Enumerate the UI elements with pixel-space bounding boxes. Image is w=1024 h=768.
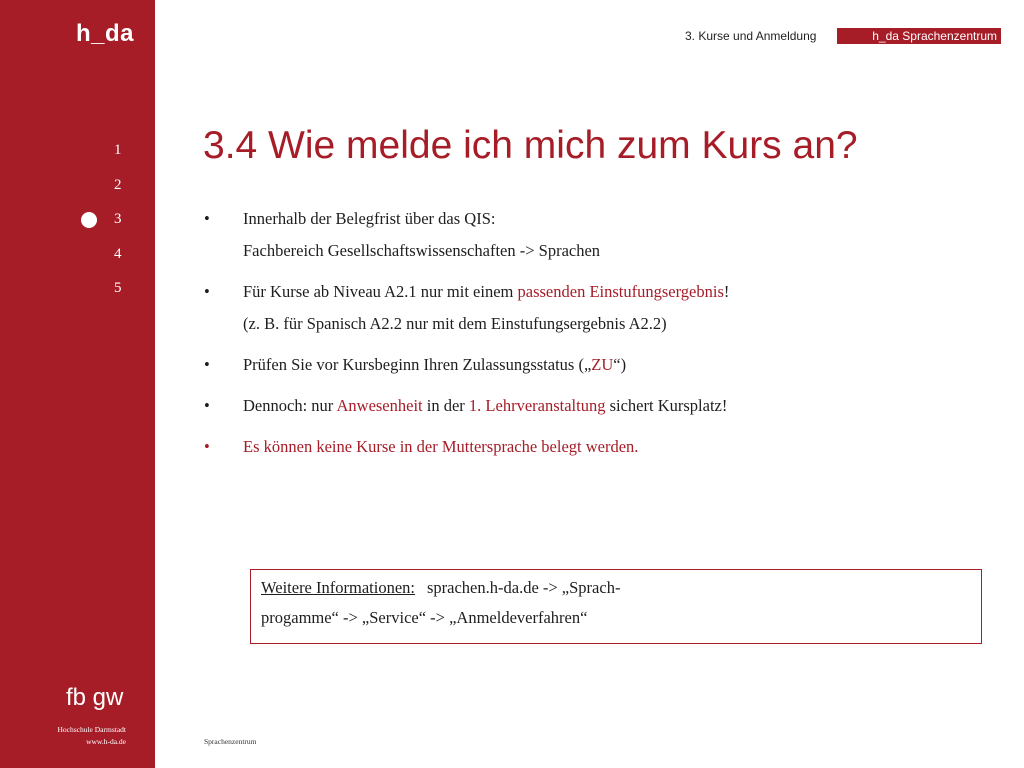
chapter-item-1[interactable] [60, 138, 140, 173]
university-block [57, 724, 126, 748]
bullet-text-part: Dennoch: nur [243, 396, 337, 415]
chapter-number: 5 [114, 280, 122, 296]
hda-logo: h_da [76, 20, 135, 47]
info-box [250, 569, 982, 644]
faculty-label: fb gw [66, 684, 124, 711]
department-tag: h_da Sprachenzentrum [837, 28, 1001, 44]
bullet-subtext: (z. B. für Spanisch A2.2 nur mit dem Einstufungsergebnis A2.2) [243, 314, 667, 333]
chapter-item-5[interactable] [60, 276, 140, 311]
info-link-text: sprachen.h-da.de -> „Sprach- [426, 578, 621, 597]
sidebar [0, 0, 155, 768]
highlight-text: Anwesenheit [336, 396, 423, 415]
bullet-item [204, 390, 1004, 422]
highlight-text: 1. Lehrveranstaltung [468, 396, 606, 415]
info-label: Weitere Informationen: [261, 578, 415, 597]
chapter-number: 2 [114, 176, 122, 193]
bullet-item [204, 349, 1004, 381]
bullet-text-part: sichert Kursplatz! [605, 396, 728, 415]
bullet-item [204, 276, 1004, 340]
chapter-item-4[interactable] [60, 242, 140, 277]
bullet-icon: • [204, 396, 210, 415]
bullet-icon: • [204, 282, 210, 301]
bullet-text [243, 349, 1004, 381]
bullet-text-part: in der [422, 396, 469, 415]
bullet-text: Es können keine Kurse in der Muttersprache belegt werden. [243, 437, 639, 456]
highlight-text: ZU [591, 355, 614, 374]
chapter-number: 3 [114, 211, 122, 227]
footer-label: Sprachenzentrum [204, 737, 257, 746]
bullet-item-warning [204, 431, 1004, 463]
bullet-text-part: Prüfen Sie vor Kursbeginn Ihren Zulassungsstatus („ [243, 355, 592, 374]
info-line [261, 573, 971, 603]
bullet-list [204, 203, 1004, 472]
chapter-number: 1 [114, 142, 122, 158]
bullet-text: Innerhalb der Belegfrist über das QIS: [243, 209, 496, 228]
bullet-text [243, 276, 1004, 308]
bullet-text-part: Für Kurse ab Niveau A2.1 nur mit einem [243, 282, 518, 301]
bullet-text-part: ! [723, 282, 730, 301]
current-chapter-dot-icon [81, 212, 97, 228]
university-website: www.h-da.de [86, 737, 126, 746]
bullet-item [204, 203, 1004, 267]
highlight-text: passenden Einstufungsergebnis [517, 282, 724, 301]
bullet-text-part: “) [613, 355, 627, 374]
slide-title: 3.4 Wie melde ich mich zum Kurs an? [203, 124, 858, 167]
chapter-item-2[interactable] [60, 173, 140, 208]
chapter-item-3[interactable] [60, 207, 140, 242]
bullet-icon: • [204, 209, 210, 228]
bullet-subtext: Fachbereich Gesellschaftswissenschaften -> Sprachen [243, 241, 601, 260]
bullet-icon: • [204, 355, 210, 374]
chapter-nav [60, 138, 140, 311]
bullet-icon: • [204, 437, 210, 456]
chapter-number: 4 [114, 245, 122, 262]
university-name: Hochschule Darmstadt [57, 725, 126, 734]
bullet-text [243, 390, 1004, 422]
info-line-continued: progamme“ -> „Service“ -> „Anmeldeverfahren“ [261, 608, 588, 627]
breadcrumb: 3. Kurse und Anmeldung [685, 29, 817, 43]
